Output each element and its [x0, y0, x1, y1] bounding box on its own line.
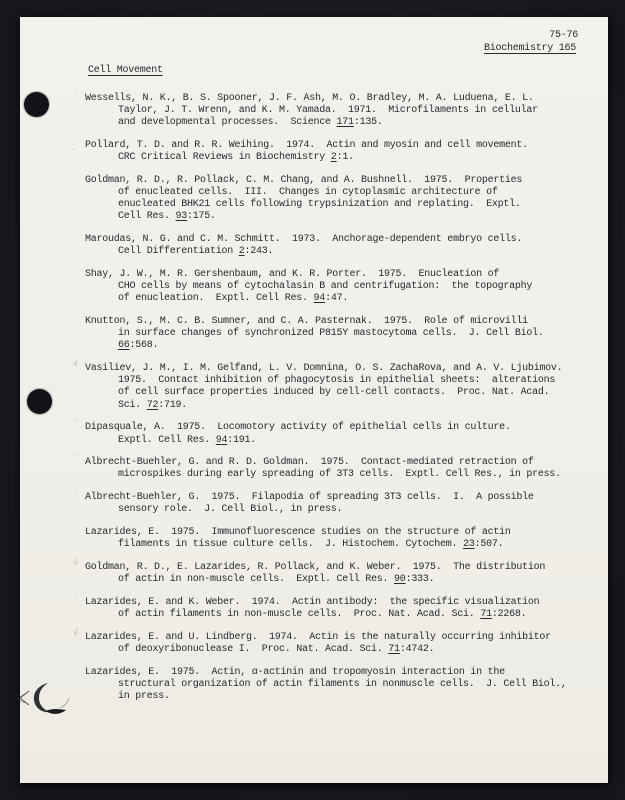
- reference-entry: [72, 593, 594, 621]
- reference-line: Cell Res. 93:175.: [118, 211, 216, 223]
- reference-line: of deoxyribonuclease I. Proc. Nat. Acad. Sci. 71:4742.: [118, 644, 435, 656]
- reference-line: Maroudas, N. G. and C. M. Schmitt. 1973. Anchorage-dependent embryo cells.: [85, 233, 523, 245]
- reference-line: of cell surface properties induced by cell-cell contacts. Proc. Nat. Acad.: [118, 387, 550, 399]
- reference-entry: [72, 358, 594, 412]
- reference-line: Albrecht-Buehler, G. 1975. Filapodia of spreading 3T3 cells. I. A possible: [85, 492, 534, 504]
- pencil-checkmark: ′: [72, 593, 79, 604]
- volume-number: 66: [118, 340, 130, 352]
- reference-line: of enucleation. Exptl. Cell Res. 94:47.: [118, 293, 349, 305]
- reference-line: CHO cells by means of cytochalasin B and centrifugation: the topography: [118, 281, 533, 293]
- reference-line: of enucleated cells. III. Changes in cytoplasmic architecture of: [118, 186, 498, 198]
- reference-line: Lazarides, E. 1975. Immunofluorescence studies on the structure of actin: [85, 527, 511, 539]
- pencil-checkmark: ·: [70, 144, 77, 156]
- reference-entry: [85, 667, 594, 704]
- pencil-checkmark: √: [72, 358, 79, 370]
- reference-line: of actin in non-muscle cells. Exptl. Cell Res. 90:333.: [118, 574, 435, 586]
- document-page: [20, 17, 608, 783]
- reference-entry: [72, 488, 594, 516]
- pencil-checkmark: ′: [72, 89, 79, 99]
- section-title: Cell Movement: [88, 65, 163, 77]
- volume-number: 72: [146, 399, 159, 411]
- volume-number: 2: [330, 151, 337, 163]
- ink-smudge-mark: [12, 681, 72, 721]
- hole-punch-top: [24, 92, 49, 117]
- reference-line: Cell Differentiation 2:243.: [118, 246, 274, 258]
- reference-line: Wessells, N. K., B. S. Spooner, J. F. Ash, M. O. Bradley, M. A. Luduena, E. L.: [85, 92, 534, 104]
- reference-line: 1975. Contact inhibition of phagocytosis in epithelial sheets: alterations: [118, 375, 556, 387]
- reference-entry: [85, 316, 594, 353]
- reference-line: Lazarides, E. and K. Weber. 1974. Actin antibody: the specific visualization: [85, 596, 540, 608]
- pencil-checkmark: ′: [72, 488, 79, 499]
- volume-number: 2: [238, 246, 245, 258]
- references-list: [70, 89, 608, 704]
- volume-number: 93: [175, 211, 188, 223]
- volume-number: 94: [313, 293, 326, 305]
- pencil-checkmark: √: [72, 627, 79, 639]
- hole-punch-middle: [27, 389, 52, 414]
- reference-line: filaments in tissue culture cells. J. Histochem. Cytochem. 23:507.: [118, 539, 504, 551]
- reference-line: Taylor, J. T. Wrenn, and K. M. Yamada. 1971. Microfilaments in cellular: [118, 104, 538, 116]
- pencil-checkmark: ′: [72, 230, 79, 241]
- reference-line: enucleated BHK21 cells following trypsinization and replating. Exptl.: [118, 199, 521, 211]
- reference-entry: [72, 230, 594, 258]
- reference-line: Dipasquale, A. 1975. Locomotory activity of epithelial cells in culture.: [85, 422, 511, 434]
- volume-number: 23: [463, 539, 475, 551]
- pencil-checkmark: ′: [72, 454, 79, 464]
- reference-entry: [85, 175, 594, 224]
- reference-entry: [72, 89, 594, 130]
- reference-entry: [85, 269, 594, 306]
- reference-line: Sci. 72:719.: [118, 399, 188, 411]
- reference-line: and developmental processes. Science 171:135.: [118, 117, 383, 129]
- volume-number: 94: [215, 434, 228, 446]
- reference-line: Exptl. Cell Res. 94:191.: [118, 434, 257, 446]
- reference-line: microspikes during early spreading of 3T3 cells. Exptl. Cell Res., in press.: [118, 469, 561, 481]
- reference-line: in surface changes of synchronized P815Y mastocytoma cells. J. Cell Biol.: [118, 328, 544, 340]
- section-heading-line: [88, 65, 608, 77]
- volume-number: 171: [336, 117, 354, 129]
- pencil-checkmark: ′: [72, 419, 79, 429]
- reference-line: Vasiliev, J. M., I. M. Gelfand, L. V. Domnina, O. S. ZachaRova, and A. V. Ljubimov.: [85, 363, 563, 375]
- pencil-checkmark: √: [72, 557, 79, 569]
- volume-number: 71: [388, 644, 400, 656]
- reference-line: structural organization of actin filaments in nonmuscle cells. J. Cell Biol.,: [118, 678, 567, 690]
- reference-entry: [72, 419, 594, 446]
- reference-line: sensory role. J. Cell Biol., in press.: [118, 504, 343, 516]
- volume-number: 90: [394, 574, 406, 586]
- volume-number: 71: [480, 609, 492, 621]
- course-header-line: [20, 42, 608, 55]
- reference-entry: [70, 139, 594, 164]
- reference-line: of actin filaments in non-muscle cells. Proc. Nat. Acad. Sci. 71:2268.: [118, 609, 527, 621]
- reference-entry: [72, 627, 594, 656]
- reference-line: Lazarides, E. and U. Lindberg. 1974. Actin is the naturally occurring inhibitor: [85, 631, 551, 643]
- reference-entry: [85, 527, 594, 551]
- reference-entry: [72, 557, 594, 586]
- reference-line: Goldman, R. D., E. Lazarides, R. Pollack, and K. Weber. 1975. The distribution: [85, 562, 546, 573]
- reference-line: in press.: [118, 691, 170, 703]
- reference-line: Goldman, R. D., R. Pollack, C. M. Chang, and A. Bushnell. 1975. Properties: [85, 174, 523, 186]
- reference-entry: [72, 454, 594, 481]
- reference-line: 66:568.: [118, 340, 159, 352]
- reference-line: Lazarides, E. 1975. Actin, α-actinin and tropomyosin interaction in the: [85, 666, 505, 678]
- page-number: 75-76: [549, 30, 578, 41]
- reference-line: Shay, J. W., M. R. Gershenbaum, and K. R. Porter. 1975. Enucleation of: [85, 268, 500, 280]
- reference-line: Knutton, S., M. C. B. Sumner, and C. A. Pasternak. 1975. Role of microvilli: [85, 315, 528, 327]
- reference-line: Pollard, T. D. and R. R. Weihing. 1974. Actin and myosin and cell movement.: [85, 139, 528, 151]
- reference-line: Albrecht-Buehler, G. and R. D. Goldman. 1975. Contact-mediated retraction of: [85, 457, 534, 469]
- reference-line: CRC Critical Reviews in Biochemistry 2:1.: [118, 151, 354, 163]
- course-title: Biochemistry 165: [483, 43, 576, 55]
